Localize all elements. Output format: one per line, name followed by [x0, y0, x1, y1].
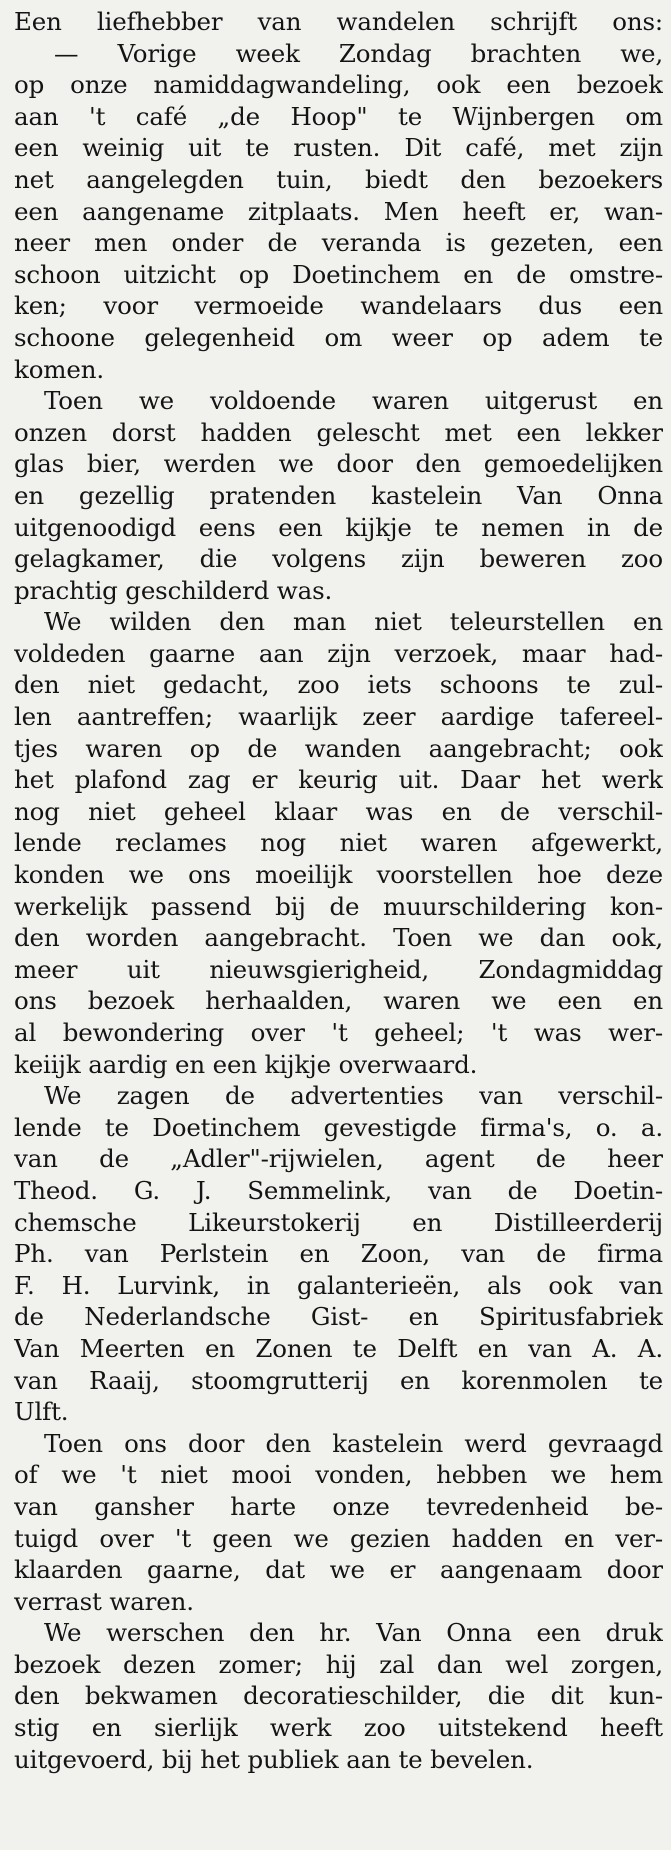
- text-line: We zagen de advertenties van verschil-: [44, 1081, 663, 1111]
- text-line: glas bier, werden we door den gemoedelijken: [14, 449, 663, 479]
- text-line: prachtig geschilderd was.: [14, 575, 333, 605]
- text-line: werkelijk passend bij de muurschildering kon-: [14, 891, 663, 921]
- text-line: Ph. van Perlstein en Zoon, van de firma: [14, 1239, 663, 1269]
- text-line: en gezellig pratenden kastelein Van Onna: [14, 480, 663, 510]
- text-line: ons bezoek herhaalden, waren we een en: [14, 986, 663, 1016]
- text-line: lende reclames nog niet waren afgewerkt,: [14, 828, 663, 858]
- text-line: tjes waren op de wanden aangebracht; ook: [14, 733, 663, 763]
- text-line: keiijk aardig en een kijkje overwaard.: [14, 1049, 478, 1079]
- text-line: net aangelegden tuin, biedt den bezoekers: [14, 164, 663, 194]
- text-line: het plafond zag er keurig uit. Daar het werk: [14, 765, 663, 795]
- text-line: Een liefhebber van wandelen schrijft ons:: [14, 7, 663, 36]
- text-line: lende te Doetinchem gevestigde firma's, o. a.: [14, 1112, 663, 1142]
- text-line: of we 't niet mooi vonden, hebben we hem: [14, 1460, 663, 1490]
- text-line: onzen dorst hadden gelescht met een lekker: [14, 417, 663, 447]
- text-line: meer uit nieuwsgierigheid, Zondagmiddag: [14, 954, 663, 984]
- text-line: schoon uitzicht op Doetinchem en de omstre-: [14, 259, 663, 289]
- text-line: chemsche Likeurstokerij en Distilleerderij: [14, 1207, 663, 1237]
- text-line: We wilden den man niet teleurstellen en: [44, 607, 663, 637]
- text-line: Toen ons door den kastelein werd gevraagd: [44, 1428, 663, 1458]
- text-line: aan 't café „de Hoop" te Wijnbergen om: [14, 101, 663, 131]
- text-line: van gansher harte onze tevredenheid be-: [14, 1491, 663, 1521]
- text-line: tuigd over 't geen we gezien hadden en ver-: [14, 1523, 663, 1553]
- text-line: Toen we voldoende waren uitgerust en: [44, 386, 663, 416]
- text-line: al bewondering over 't geheel; 't was wer-: [14, 1018, 663, 1047]
- text-line: konden we ons moeilijk voorstellen hoe deze: [14, 860, 663, 890]
- text-line: een weinig uit te rusten. Dit café, met zijn: [14, 133, 663, 163]
- article-text: [14, 6, 663, 1775]
- text-line: komen.: [14, 354, 104, 384]
- text-line: Van Meerten en Zonen te Delft en van A. A.: [14, 1333, 663, 1363]
- text-line: len aantreffen; waarlijk zeer aardige tafereel-: [14, 702, 663, 732]
- text-line: schoone gelegenheid om weer op adem te: [14, 322, 663, 352]
- text-line: gelagkamer, die volgens zijn beweren zoo: [14, 544, 663, 574]
- text-line: F. H. Lurvink, in galanterieën, als ook van: [14, 1270, 663, 1300]
- text-line: We werschen den hr. Van Onna een druk: [44, 1618, 663, 1648]
- text-line: uitgevoerd, bij het publiek aan te bevelen.: [14, 1744, 534, 1774]
- text-line: voldeden gaarne aan zijn verzoek, maar had-: [14, 638, 663, 668]
- text-line: ken; voor vermoeide wandelaars dus een: [14, 291, 663, 321]
- text-line: uitgenoodigd eens een kijkje te nemen in de: [14, 512, 663, 542]
- text-line: nog niet geheel klaar was en de verschil-: [14, 796, 663, 826]
- text-line: verrast waren.: [14, 1586, 194, 1616]
- text-line: bezoek dezen zomer; hij zal dan wel zorgen,: [14, 1649, 663, 1679]
- text-line: de Nederlandsche Gist- en Spiritusfabriek: [14, 1302, 663, 1332]
- text-line: — Vorige week Zondag brachten we,: [54, 38, 663, 68]
- text-line: neer men onder de veranda is gezeten, een: [14, 228, 663, 258]
- text-line: van Raaij, stoomgrutterij en korenmolen te: [14, 1365, 663, 1395]
- text-line: Theod. G. J. Semmelink, van de Doetin-: [14, 1175, 663, 1205]
- text-line: den niet gedacht, zoo iets schoons te zul-: [14, 670, 663, 700]
- text-line: klaarden gaarne, dat we er aangenaam door: [14, 1555, 663, 1585]
- text-line: stig en sierlijk werk zoo uitstekend heeft: [14, 1713, 663, 1743]
- text-line: den bekwamen decoratieschilder, die dit kun-: [14, 1681, 663, 1711]
- text-line: Ulft.: [14, 1397, 69, 1427]
- text-line: den worden aangebracht. Toen we dan ook,: [14, 923, 663, 953]
- text-line: van de „Adler"-rijwielen, agent de heer: [14, 1144, 663, 1174]
- text-line: op onze namiddagwandeling, ook een bezoek: [14, 70, 663, 100]
- text-line: een aangename zitplaats. Men heeft er, wan-: [14, 196, 663, 226]
